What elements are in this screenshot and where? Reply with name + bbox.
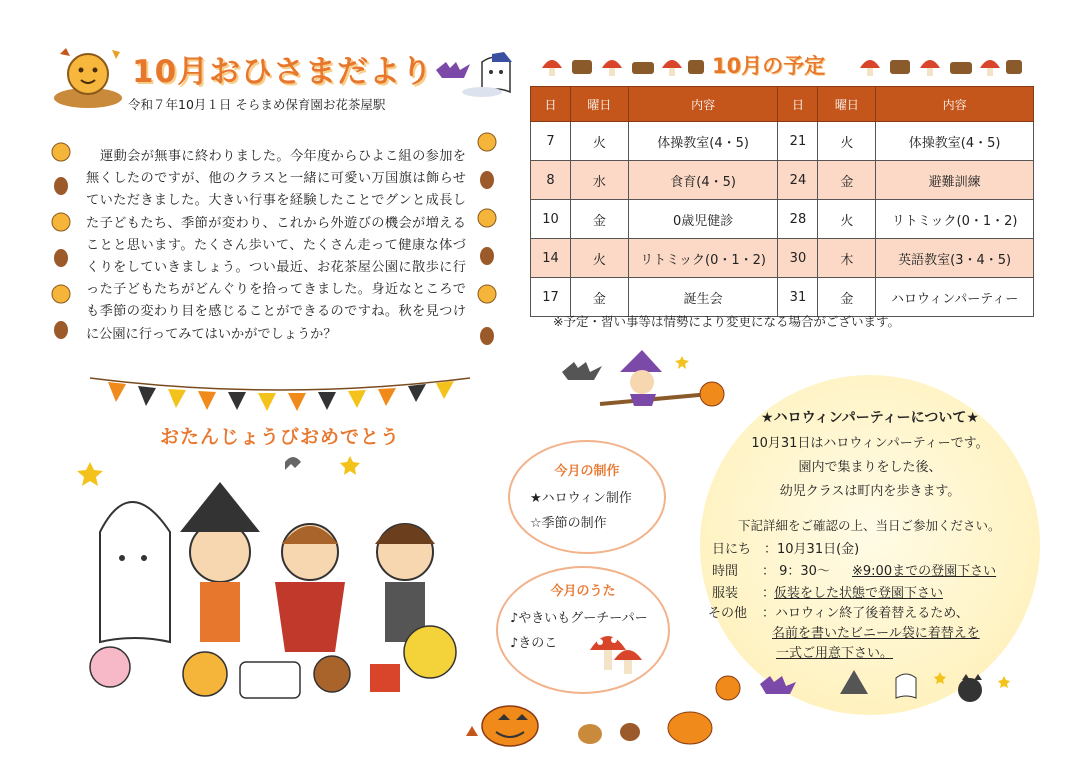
cell-weekday: 金 <box>818 278 876 317</box>
cell-day: 10 <box>531 200 571 239</box>
other-label: その他 <box>708 606 748 621</box>
cell-weekday: 火 <box>818 122 876 161</box>
ghost-bat-illustration <box>432 50 522 100</box>
header-weekday: 曜日 <box>570 87 628 122</box>
cell-day: 24 <box>778 161 818 200</box>
cell-weekday: 火 <box>818 200 876 239</box>
table-row <box>531 161 1034 200</box>
bunting-illustration <box>80 372 480 422</box>
song-item: ♪やきいもグーチーパー <box>510 611 648 626</box>
cell-content: 食育(4・5) <box>628 161 778 200</box>
mushroom-row-left <box>538 54 706 78</box>
header-day: 日 <box>778 87 818 122</box>
other-note: 名前を書いたビニール袋に着替えを <box>772 626 980 641</box>
table-row <box>531 200 1034 239</box>
halloween-kids-illustration <box>70 452 480 722</box>
header-day: 日 <box>531 87 571 122</box>
schedule-note: ※予定・習い事等は情勢により変更になる場合がございます。 <box>553 314 900 329</box>
cell-day: 31 <box>778 278 818 317</box>
intro-paragraph: 運動会が無事に終わりました。今年度からひよこ組の参加を無くしたのですが、他のクラスと一緒に可愛い万国旗は飾らせていただきました。大きい行事を経験したことでグンと成長した子どもたち、季節が変わり、これから外遊びの機会が増えることと思います。たくさん歩いて、たくさん走って健康な体づくりをしていきましょう。つい最近、お花茶屋公園に散歩に行った子どもたちがどんぐりを拾ってきました。身近なところでも季節の変わり目を感じることができるのですね。秋を見つけに公園に行ってみてはいかがでしょうか？ <box>86 149 466 342</box>
cell-weekday: 火 <box>570 122 628 161</box>
halloween-title: ★ハロウィンパーティーについて★ <box>761 410 979 426</box>
time-note: ※9:00までの登園下さい <box>852 564 997 579</box>
dress-value: ： <box>762 586 776 601</box>
page-title: 10月おひさまだより <box>132 54 434 90</box>
craft-bubble <box>508 440 666 554</box>
craft-item: ☆季節の制作 <box>530 516 607 531</box>
time-value: ： 9：30～ <box>762 564 830 579</box>
sun-leaves-illustration <box>48 40 128 110</box>
left-decoration-column <box>46 140 76 360</box>
cell-weekday: 火 <box>570 239 628 278</box>
table-row <box>531 122 1034 161</box>
craft-title: 今月の制作 <box>554 464 620 479</box>
page-subtitle: 令和７年10月１日 そらまめ保育園お花茶屋駅 <box>128 97 386 112</box>
cell-day: 7 <box>531 122 571 161</box>
halloween-line: 10月31日はハロウィンパーティーです。 <box>751 436 989 451</box>
date-value: ：10月31日(金) <box>764 542 860 557</box>
date-label: 日にち <box>712 542 752 557</box>
other-value: ：ハロウィン終了後着替えるため、 <box>762 606 969 621</box>
pumpkin-border-illustration <box>450 690 730 750</box>
cell-content: リトミック(0・1・2) <box>876 200 1034 239</box>
cell-weekday: 水 <box>570 161 628 200</box>
halloween-line: 幼児クラスは町内を歩きます。 <box>779 484 961 499</box>
cell-weekday: 木 <box>818 239 876 278</box>
schedule-title: 10月の予定 <box>712 54 826 78</box>
birthday-title: おたんじょうびおめでとう <box>160 426 401 448</box>
halloween-line: 園内で集まりをした後、 <box>798 460 942 475</box>
cell-content: リトミック(0・1・2) <box>628 239 778 278</box>
table-row <box>531 278 1034 317</box>
song-title: 今月のうた <box>550 584 616 599</box>
details-intro: 下記詳細をご確認の上、当日ご参加ください。 <box>738 518 1001 533</box>
mushroom-row-right <box>856 54 1024 78</box>
cell-day: 30 <box>778 239 818 278</box>
cell-weekday: 金 <box>570 278 628 317</box>
header-weekday: 曜日 <box>818 87 876 122</box>
cell-content: 体操教室(4・5) <box>628 122 778 161</box>
cell-weekday: 金 <box>570 200 628 239</box>
cell-content: 誕生会 <box>628 278 778 317</box>
cell-day: 8 <box>531 161 571 200</box>
cell-day: 17 <box>531 278 571 317</box>
cell-day: 14 <box>531 239 571 278</box>
right-decoration-column <box>472 128 502 358</box>
mushroom-illustration <box>586 624 646 680</box>
schedule-table <box>530 86 1034 317</box>
time-label: 時間 <box>712 564 739 579</box>
cell-day: 21 <box>778 122 818 161</box>
schedule-header-row <box>531 87 1034 122</box>
craft-item: ★ハロウィン制作 <box>530 491 632 506</box>
song-item: ♪きのこ <box>510 636 558 651</box>
other-note: 一式ご用意下さい。 <box>776 646 894 661</box>
cell-content: ハロウィンパーティー <box>876 278 1034 317</box>
cell-day: 28 <box>778 200 818 239</box>
dress-note: 仮装をした状態で登園下さい <box>774 586 944 601</box>
header-content: 内容 <box>628 87 778 122</box>
cell-content: 避難訓練 <box>876 161 1034 200</box>
cell-content: 体操教室(4・5) <box>876 122 1034 161</box>
halloween-row-illustration <box>700 664 1020 708</box>
cell-content: 0歳児健診 <box>628 200 778 239</box>
cell-content: 英語教室(3・4・5) <box>876 239 1034 278</box>
header-content: 内容 <box>876 87 1034 122</box>
cell-weekday: 金 <box>818 161 876 200</box>
table-row <box>531 239 1034 278</box>
dress-label: 服装 <box>712 586 739 601</box>
